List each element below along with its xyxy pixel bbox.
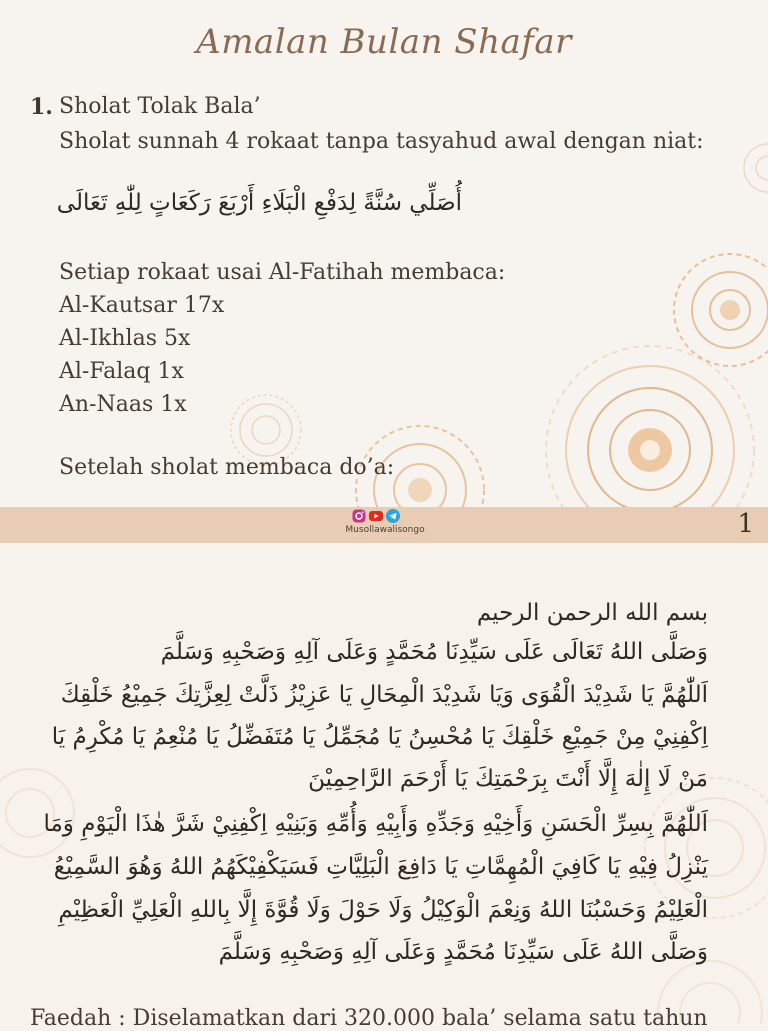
doa-line: اَللّٰهُمَّ يَا شَدِيْدَ الْقُوَى وَيَا شَدِيْدَ الْمِحَالِ يَا عَزِيْزُ ذَلَّتْ لِعِزَّتِكَ جَمِيْعُ خَلْقِكَ (60, 682, 708, 708)
telegram-icon[interactable] (386, 509, 400, 523)
mandala-decoration-right (660, 240, 768, 380)
item-number: 1. (30, 94, 53, 120)
prayer-intro: Sholat sunnah 4 rokaat tanpa tasyahud awal dengan niat: (59, 129, 704, 154)
doa-line: وَصَلَّى اللهُ عَلَى سَيِّدِنَا مُحَمَّدٍ وَعَلَى آلِهِ وَصَحْبِهِ وَسَلَّمَ (218, 939, 708, 965)
page-title: Amalan Bulan Shafar (196, 22, 572, 62)
doa-line: وَصَلَّى اللهُ تَعَالَى عَلَى سَيِّدِنَا مُحَمَّدٍ وَعَلَى آلِهِ وَصَحْبِهِ وَسَلَّمَ (160, 639, 708, 665)
item-heading: Sholat Tolak Bala’ (59, 94, 261, 119)
reading-intro: Setiap rokaat usai Al-Fatihah membaca: (59, 260, 506, 285)
surah-line: Al-Kautsar 17x (59, 293, 225, 318)
faedah-text: Faedah : Diselamatkan dari 320.000 bala’ selama satu tahun (30, 1006, 708, 1031)
page-one (0, 0, 768, 507)
doa-line: الْعَلِيْمُ وَحَسْبُنَا اللهُ وَنِعْمَ الْوَكِيْلُ وَلَا حَوْلَ وَلَا قُوَّةَ إِلَّا بِاللهِ الْعَلِيِّ الْعَظِيْمِ (58, 897, 708, 923)
surah-line: Al-Falaq 1x (59, 359, 184, 384)
instagram-icon[interactable] (352, 509, 366, 523)
niat-arabic-text: أُصَلِّي سُنَّةً لِدَفْعِ الْبَلَاءِ أَرْبَعَ رَكَعَاتٍ لِلّٰهِ تَعَالَى (56, 190, 462, 216)
doa-line: مَنْ لَا إِلٰهَ إِلَّا أَنْتَ بِرَحْمَتِكَ يَا أَرْحَمَ الرَّاحِمِيْنَ (308, 766, 708, 792)
doa-line: اِكْفِنِيْ مِنْ جَمِيْعِ خَلْقِكَ يَا مُحْسِنُ يَا مُجَمِّلُ يَا مُتَفَضِّلُ يَا مُنْعِمُ يَا مُكْرِمُ يَا (51, 724, 708, 750)
page-number: 1 (737, 509, 754, 539)
surah-line: Al-Ikhlas 5x (59, 326, 191, 351)
doa-line: يَنْزِلُ فِيْهِ يَا كَافِيَ الْمُهِمَّاتِ يَا دَافِعَ الْبَلِيَّاتِ فَسَيَكْفِيْكَهُمُ اللهُ وَهُوَ السَّمِيْعُ (53, 854, 708, 880)
youtube-icon[interactable] (369, 509, 383, 523)
mandala-decoration-top-right (735, 135, 768, 201)
surah-line: An-Naas 1x (59, 392, 187, 417)
social-handle[interactable]: Musollawalisongo (345, 525, 425, 535)
social-icons (352, 509, 400, 523)
doa-line: اَللّٰهُمَّ بِسِرِّ الْحَسَنِ وَأَخِيْهِ وَجَدِّهِ وَأَبِيْهِ وَأُمِّهِ وَبَنِيْهِ اِكْفِنِيْ شَرَّ هٰذَا الْيَوْمِ وَمَا (43, 811, 708, 837)
doa-line: بسم الله الرحمن الرحيم (476, 600, 708, 626)
after-prayer-text: Setelah sholat membaca do’a: (59, 455, 395, 480)
